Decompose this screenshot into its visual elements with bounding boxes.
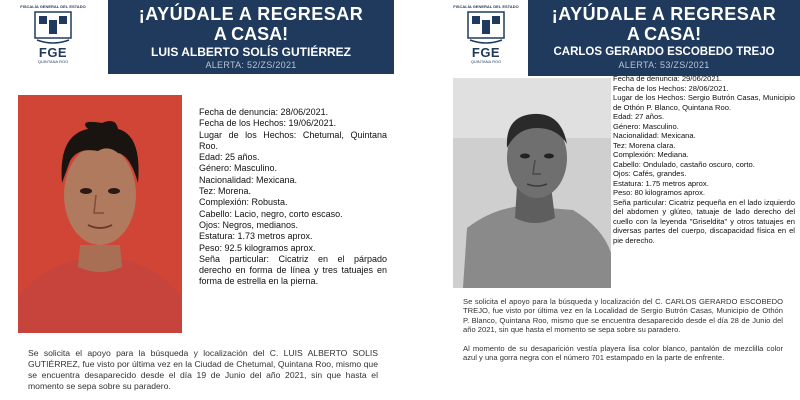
detail-event-date: Fecha de los Hechos: 28/06/2021. bbox=[613, 83, 729, 93]
shield-emblem-icon bbox=[33, 10, 73, 46]
detail-gender: Género: Masculino. bbox=[613, 121, 679, 131]
detail-gender: Género: Masculino. bbox=[199, 163, 278, 174]
missing-person-poster-1 bbox=[0, 0, 394, 400]
detail-hair: Cabello: Lacio, negro, corto escaso. bbox=[199, 208, 343, 219]
detail-height: Estatura: 1.73 metros aprox. bbox=[199, 231, 313, 242]
poster-divider bbox=[394, 0, 443, 400]
detail-nationality: Nacionalidad: Mexicana. bbox=[199, 174, 298, 185]
detail-age: Edad: 27 años. bbox=[613, 112, 665, 121]
detail-report-date: Fecha de denuncia: 28/06/2021. bbox=[199, 107, 329, 117]
detail-event-date: Fecha de los Hechos: 19/06/2021. bbox=[199, 118, 337, 129]
alert-number: ALERTA: 52/ZS/2021 bbox=[205, 60, 297, 70]
poster-header bbox=[443, 0, 800, 78]
logo-seal-text: FISCALÍA GENERAL DEL ESTADO bbox=[453, 4, 519, 9]
detail-report-date: Fecha de denuncia: 29/06/2021. bbox=[613, 74, 722, 83]
person-portrait-icon bbox=[18, 95, 182, 333]
logo-acronym: FGE bbox=[38, 45, 68, 60]
alert-banner bbox=[528, 0, 800, 76]
detail-build: Complexión: Mediana. bbox=[613, 150, 689, 159]
detail-hair: Cabello: Ondulado, castaño oscuro, corto. bbox=[613, 159, 755, 169]
search-request-paragraph: Se solicita el apoyo para la búsqueda y localización del C. LUIS ALBERTO SOLIS GUTIÉRREZ, fue visto por última vez en la Ciudad de Chetumal, Quintana Roo, mismo que se encuentra desaparecido desde el día 19 de Junio del año 2021, sin que hasta el momento se sepa sobre su paradero. bbox=[28, 348, 378, 391]
banner-title-line1: ¡AYÚDALE A REGRESAR bbox=[551, 4, 777, 24]
logo-state: QUINTANA ROO bbox=[37, 59, 69, 64]
detail-nationality: Nacionalidad: Mexicana. bbox=[613, 131, 696, 140]
alert-banner bbox=[108, 0, 394, 74]
detail-build: Complexión: Robusta. bbox=[199, 197, 288, 208]
poster-header bbox=[0, 0, 394, 78]
missing-person-photo bbox=[18, 95, 182, 333]
detail-age: Edad: 25 años. bbox=[199, 152, 260, 163]
banner-title-line1: ¡AYÚDALE A REGRESAR bbox=[138, 4, 364, 24]
detail-distinguishing-marks: Seña particular: Cicatriz pequeña en el lado izquierdo del abdomen y glúteo, tatuaje de lado derecho del cuello con la leyenda "Griseldita" y otros tatuajes en diversas partes del cuerpo, discapacidad física en el pie derecho. bbox=[613, 197, 795, 245]
missing-person-name: LUIS ALBERTO SOLÍS GUTIÉRREZ bbox=[150, 45, 351, 59]
search-request-text bbox=[28, 348, 378, 392]
logo-seal-text: FISCALÍA GENERAL DEL ESTADO bbox=[20, 4, 86, 9]
banner-title-line2: A CASA! bbox=[213, 24, 289, 44]
logo-acronym: FGE bbox=[471, 45, 501, 60]
person-details bbox=[199, 107, 387, 288]
missing-person-photo bbox=[453, 78, 611, 288]
person-details bbox=[613, 74, 795, 245]
missing-person-poster-2 bbox=[443, 0, 800, 400]
detail-eyes: Ojos: Negros, medianos. bbox=[199, 219, 299, 230]
detail-weight: Peso: 92.5 kilogramos aprox. bbox=[199, 242, 316, 253]
detail-complexion-tone: Tez: Morena clara. bbox=[613, 140, 676, 150]
person-portrait-icon bbox=[453, 78, 611, 288]
fge-logo bbox=[451, 4, 521, 72]
detail-location: Lugar de los Hechos: Chetumal, Quintana Roo. bbox=[199, 129, 387, 151]
clothing-description-paragraph: Al momento de su desaparición vestía playera lisa color blanco, pantalón de mezclilla color azul y una gorra negra con el número 701 estampado en la parte de enfrente. bbox=[463, 343, 783, 363]
alert-number: ALERTA: 53/ZS/2021 bbox=[618, 60, 710, 70]
detail-distinguishing-marks: Seña particular: Cicatriz en el párpado derecho en forma de línea y tres tatuajes en forma de estrella en la pierna. bbox=[199, 253, 387, 287]
banner-title-line2: A CASA! bbox=[626, 24, 702, 44]
detail-weight: Peso: 80 kilogramos aprox. bbox=[613, 188, 706, 197]
missing-person-name: CARLOS GERARDO ESCOBEDO TREJO bbox=[553, 46, 775, 58]
logo-state: QUINTANA ROO bbox=[470, 59, 502, 64]
fge-logo bbox=[18, 4, 88, 72]
detail-location: Lugar de los Hechos: Sergio Butrón Casas, Municipio de Othón P. Blanco, Quintana Roo. bbox=[613, 93, 795, 112]
shield-emblem-icon bbox=[466, 10, 506, 46]
detail-height: Estatura: 1.75 metros aprox. bbox=[613, 178, 709, 188]
search-request-text bbox=[463, 297, 783, 362]
detail-complexion-tone: Tez: Morena. bbox=[199, 186, 252, 197]
detail-eyes: Ojos: Cafés, grandes. bbox=[613, 169, 687, 178]
search-request-paragraph: Se solicita el apoyo para la búsqueda y localización del C. CARLOS GERARDO ESCOBEDO TREJO, fue visto por última vez en la Localidad de Sergio Butrón Casas, Municipio de Othón P. Blanco, Quintana Roo, mismo que se encuentra desaparecido desde el día 28 de Junio del año 2021, sin que hasta el momento se sepa sobre su paradero. bbox=[463, 297, 783, 335]
